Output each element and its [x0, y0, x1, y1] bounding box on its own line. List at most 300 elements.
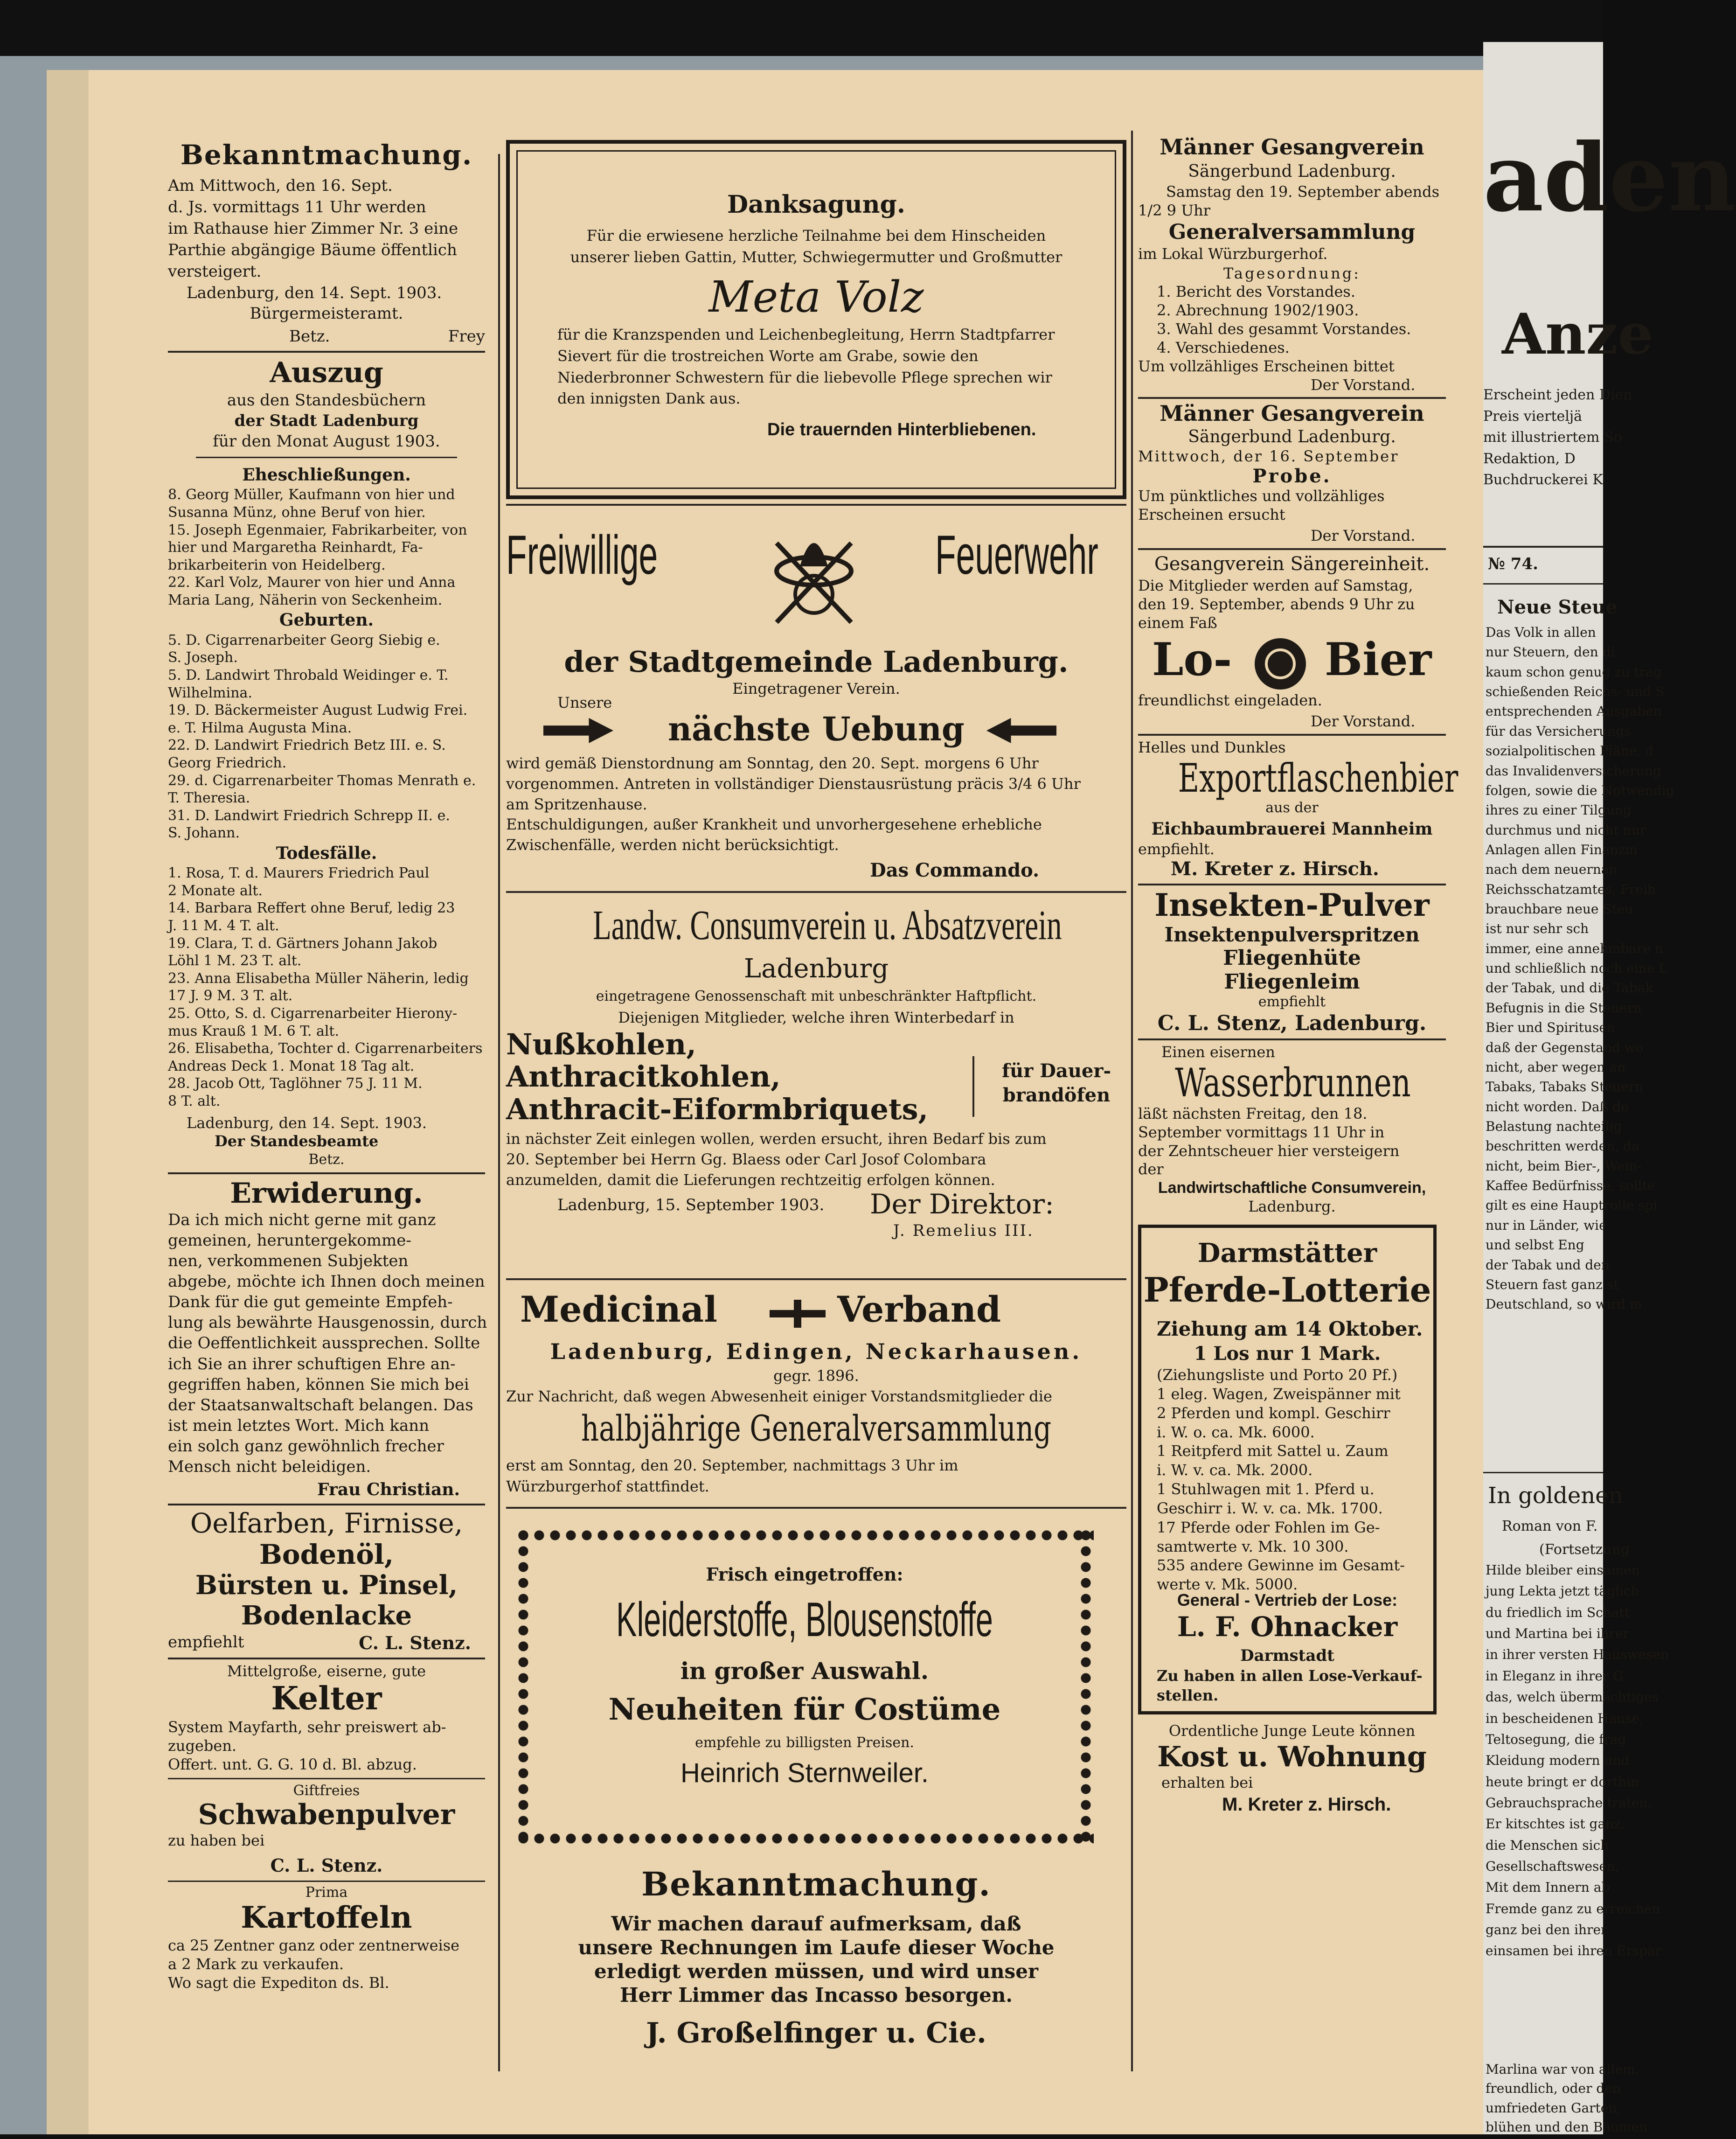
article-line: nur in Länder, wie	[1486, 1217, 1607, 1233]
divider	[1138, 734, 1446, 736]
lotterie-general: General - Vertrieb der Lose:	[1177, 1590, 1398, 1610]
novel-line: Mit dem Innern ab	[1486, 1880, 1610, 1895]
article-line: entsprechenden Ausgaben	[1486, 704, 1662, 719]
article-line: brauchbare neue Steu	[1486, 901, 1633, 917]
novel-line: Er kitschtes ist ganz,	[1486, 1816, 1625, 1832]
novel-line: umfriedeten Garten,	[1486, 2100, 1621, 2116]
divider	[1483, 1472, 1603, 1473]
fire-helmet-emblem-icon	[767, 515, 861, 636]
kleiderstoffe-ad	[506, 1507, 1126, 1866]
birth-entry: 31. D. Landwirt Friedrich Schrepp II. e.	[168, 807, 450, 824]
insekten-line: Fliegenhüte	[1223, 946, 1361, 970]
deaths-title: Todesfälle.	[276, 843, 377, 863]
auszug-sub: aus den Standesbüchern	[227, 390, 426, 410]
consumverein-body: in nächster Zeit einlegen wollen, werden ersucht, ihren Bedarf bis zum 20. September bei Herrn Gg. Blaess oder Carl Josof Colombara anzumelden, damit die Lieferungen rechtzeitig erfolgen können.	[506, 1130, 1047, 1189]
erwiderung-line: Dank für die gut gemeinte Empfeh-	[168, 1293, 453, 1312]
lotterie-line: stellen.	[1157, 1686, 1219, 1705]
births-title: Geburten.	[279, 610, 374, 630]
mg1-line: Um vollzähliges Erscheinen bittet	[1138, 357, 1395, 375]
novel-author-fragment: Roman von F.	[1502, 1518, 1598, 1534]
mg1-agenda-title: Tagesordnung:	[1223, 264, 1361, 282]
danksagung-line: unserer lieben Gattin, Mutter, Schwiegermutter und Großmutter	[570, 248, 1062, 266]
mg2-title: Männer Gesangverein	[1160, 401, 1424, 426]
wasser-line: läßt nächsten Freitag, den 18.	[1138, 1104, 1368, 1122]
article-line: Befugnis in die Steuern	[1486, 1000, 1642, 1016]
lotterie-prize-line: 1 eleg. Wagen, Zweispänner mit	[1157, 1385, 1401, 1403]
kost-line: erhalten bei	[1161, 1774, 1253, 1792]
auszug-sub: der Stadt Ladenburg	[234, 411, 419, 430]
birth-entry: S. Joseph.	[168, 649, 238, 666]
consumverein-ad	[506, 891, 1126, 1278]
insekten-line: Insektenpulverspritzen	[1164, 923, 1420, 946]
masthead-sub-fragment: Anze	[1502, 301, 1653, 367]
article-line: nach dem neuernan	[1486, 862, 1618, 878]
article-line: sozialpolitischen Pläne, d	[1486, 743, 1653, 759]
births-list	[168, 633, 485, 841]
article-line: nicht, aber wegen an	[1486, 1059, 1625, 1075]
article-line: Kaffee Bedürfnisse, sollte	[1486, 1178, 1655, 1194]
article-line: und selbst Eng	[1486, 1237, 1584, 1253]
mg2-line: Erscheinen ersucht	[1138, 505, 1285, 523]
erwiderung-line: Da ich mich nicht gerne mit ganz	[168, 1210, 436, 1229]
erwiderung-line: ist mein letztes Wort. Mich kann	[168, 1416, 430, 1435]
novel-cont-fragment: (Fortsetzung	[1539, 1541, 1630, 1558]
erwiderung-line: der Staatsanwaltschaft belangen. Das	[168, 1395, 473, 1414]
feuerwehr-reg: Eingetragener Verein.	[732, 680, 900, 697]
mg2-probe: Probe.	[1252, 465, 1332, 488]
erwiderung-line: nen, verkommenen Subjekten	[168, 1252, 409, 1271]
mg2-line: Mittwoch, der 16. September	[1138, 447, 1399, 466]
lotterie-ad	[1138, 1225, 1446, 1719]
article-line: beschritten werden, da	[1486, 1138, 1639, 1154]
kelter-line: Offert. unt. G. G. 10 d. Bl. abzug.	[168, 1755, 417, 1773]
article-line: gilt es eine Hauptrolle spi	[1486, 1198, 1658, 1213]
kartoffeln-title: Kartoffeln	[241, 1900, 412, 1936]
consumverein-signature: J. Remelius III.	[893, 1221, 1034, 1240]
lotterie-prize-line: (Ziehungsliste und Porto 20 Pf.)	[1157, 1366, 1398, 1384]
novel-line: freundlich, oder den	[1486, 2081, 1621, 2097]
divider	[168, 1778, 485, 1779]
divider	[1483, 546, 1603, 548]
kleiderstoffe-sub: in großer Auswahl.	[680, 1657, 929, 1685]
oel-line: Oelfarben, Firnisse,	[190, 1507, 463, 1540]
export-emp: empfiehlt.	[1138, 840, 1215, 858]
medicinal-right: Verband	[837, 1289, 1001, 1330]
gs-line: einem Faß	[1138, 613, 1217, 632]
birth-entry: S. Johann.	[168, 825, 240, 842]
medicinal-ad	[506, 1278, 1126, 1507]
gs-line: den 19. September, abends 9 Uhr zu	[1138, 595, 1415, 613]
novel-tail-fragment	[1486, 2062, 1648, 2139]
article-line: ist nur sehr sch	[1486, 921, 1589, 937]
article-line: Anlagen allen Finanzm	[1486, 842, 1638, 857]
novel-body-fragment	[1486, 1562, 1669, 1965]
marriage-entry: 15. Joseph Egenmaier, Fabrikarbeiter, von	[168, 522, 467, 538]
medicinal-gv: halbjährige Generalversammlung	[581, 1407, 1052, 1449]
kost-title: Kost u. Wohnung	[1157, 1740, 1427, 1773]
kelter-line: zugeben.	[168, 1737, 237, 1755]
kost-pre: Ordentliche Junge Leute können	[1168, 1722, 1416, 1740]
novel-line: blühen und den Bäumen	[1486, 2119, 1648, 2135]
article-line: Tabaks, Tabaks Steuern	[1486, 1079, 1644, 1095]
dotted-border-bottom	[515, 1831, 1094, 1846]
danksagung-ad	[506, 140, 1126, 504]
feuerwehr-ad	[506, 504, 1126, 891]
death-entry: 19. Clara, T. d. Gärtners Johann Jakob	[168, 935, 437, 952]
article-title-fragment: Neue Steue	[1497, 596, 1618, 618]
export-signature: M. Kreter z. Hirsch.	[1171, 857, 1379, 880]
divider	[168, 1504, 485, 1505]
lotterie-los: 1 Los nur 1 Mark.	[1194, 1343, 1381, 1365]
schwaben-pre: Giftfreies	[293, 1782, 360, 1799]
lotterie-prize-line: 535 andere Gewinne im Gesamt-	[1157, 1556, 1405, 1575]
death-entry: 17 J. 9 M. 3 T. alt.	[168, 988, 293, 1004]
wasser-line: der	[1138, 1160, 1164, 1178]
schwaben-line: zu haben bei	[168, 1832, 265, 1850]
article-line: durchmus und nicht nur	[1486, 822, 1646, 838]
mg2-sub: Sängerbund Ladenburg.	[1188, 427, 1396, 446]
dotted-border-top	[515, 1527, 1094, 1543]
lotterie-prize-line: Geschirr i. W. v. ca. Mk. 1700.	[1157, 1499, 1383, 1517]
death-entry: 23. Anna Elisabetha Müller Näherin, ledig	[168, 970, 469, 987]
brace	[972, 1056, 975, 1117]
danksagung-body: für die Kranzspenden und Leichenbegleitung, Herrn Stadtpfarrer Sievert für die trostreichen Worte am Grabe, sowie den Niederbronner Schwestern für die liebevolle Pflege sprechen wir den innigsten Dank aus.	[557, 326, 1055, 408]
column-3	[1138, 134, 1458, 1815]
novel-line: das, welch übermächtiges	[1486, 1689, 1659, 1705]
b1-line: im Rathause hier Zimmer Nr. 3 eine	[168, 219, 458, 238]
erwiderung-line: ein solch ganz gewöhnlich frecher	[168, 1436, 444, 1456]
article-line: ihres zu einer Tilgung	[1486, 802, 1632, 818]
kelter-line: System Mayfarth, sehr preiswert ab-	[168, 1718, 446, 1736]
bekanntmachung-2-title: Bekanntmachung.	[641, 1865, 991, 1903]
novel-line: Fremde ganz zu erreichen	[1486, 1901, 1660, 1916]
marriages-title: Eheschließungen.	[242, 465, 411, 485]
mg1-line: im Lokal Würzburgerhof.	[1138, 244, 1328, 263]
medicinal-left: Medicinal	[520, 1289, 718, 1330]
consumverein-fuer: brandöfen	[1002, 1084, 1111, 1106]
article-line: Reichsschatzamtes, Freih	[1486, 881, 1656, 897]
b1-line: versteigert.	[168, 262, 262, 281]
marriages-list	[168, 487, 485, 608]
birth-entry: Georg Friedrich.	[168, 754, 287, 771]
mg1-agenda-item: 3. Wahl des gesammt Vorstandes.	[1157, 320, 1411, 338]
birth-entry: 22. D. Landwirt Friedrich Betz III. e. S.	[168, 737, 446, 754]
kartoffeln-pre: Prima	[305, 1884, 348, 1901]
lotterie-city: Darmstadt	[1240, 1646, 1334, 1665]
erwiderung-line: ich Sie an ihrer schuftigen Ehre an-	[168, 1354, 456, 1373]
auszug-office: Der Standesbeamte	[215, 1132, 379, 1150]
marriage-entry: Susanna Münz, ohne Beruf von hier.	[168, 504, 426, 521]
erwiderung-line: gegriffen haben, können Sie mich bei	[168, 1375, 469, 1394]
mg1-line: Samstag den 19. September abends	[1166, 182, 1440, 201]
novel-line: Hilde bleiber einsamen	[1486, 1562, 1640, 1578]
birth-entry: 29. d. Cigarrenarbeiter Thomas Menrath e.	[168, 772, 476, 789]
deaths-list	[168, 865, 485, 1109]
column-1	[168, 140, 485, 1992]
kartoffeln-line: Wo sagt die Expediton ds. Bl.	[168, 1973, 389, 1992]
novel-title-fragment: In goldenen	[1488, 1483, 1623, 1509]
death-entry: J. 11 M. 4 T. alt.	[168, 918, 279, 934]
lotterie-prize-line: werte v. Mk. 5000.	[1157, 1575, 1298, 1594]
death-entry: 14. Barbara Reffert ohne Beruf, ledig 23	[168, 900, 455, 917]
novel-line: in Eleganz in ihrer G	[1486, 1668, 1624, 1684]
medicinal-line: erst am Sonntag, den 20. September, nachmittags 3 Uhr im	[506, 1456, 958, 1474]
medicinal-line: Zur Nachricht, daß wegen Abwesenheit einiger Vorstandsmitglieder die	[506, 1387, 1052, 1405]
export-pre: Helles und Dunkles	[1138, 739, 1286, 757]
masthead-info-fragment: Erscheint jeden Dien Preis vierteljä mit illustriertem So Redaktion, D Buchdruckerei K	[1483, 387, 1632, 488]
consumverein-line: Diejenigen Mitglieder, welche ihren Winterbedarf in	[618, 1009, 1014, 1026]
marriage-entry: 22. Karl Volz, Maurer von hier und Anna	[168, 574, 456, 591]
erwiderung-title: Erwiderung.	[230, 1177, 423, 1210]
consumverein-items: Nußkohlen, Anthracitkohlen, Anthracit-Eiformbriquets,	[506, 1027, 929, 1126]
masthead-fragment: aden	[1483, 123, 1736, 233]
consumverein-title: Landw. Consumverein u. Absatzverein	[593, 902, 1062, 948]
novel-line: in ihrer versten Hauswesen	[1486, 1647, 1669, 1663]
death-entry: 8 T. alt.	[168, 1093, 221, 1109]
lotterie-prize-line: 1 Stuhlwagen mit 1. Pferd u.	[1157, 1480, 1375, 1498]
adjacent-page	[1483, 42, 1736, 2135]
divider	[196, 457, 457, 458]
novel-line: und Martina bei ihrer	[1486, 1626, 1630, 1642]
gs-line: freundlichst eingeladen.	[1138, 691, 1322, 709]
page-gutter	[47, 70, 89, 2134]
deceased-name: Meta Volz	[708, 272, 924, 322]
article-line: Belastung nachteilig	[1486, 1118, 1622, 1134]
b1-title: Bekanntmachung.	[180, 139, 473, 171]
death-entry: Andreas Deck 1. Monat 18 Tag alt.	[168, 1058, 415, 1074]
cross-icon	[770, 1300, 826, 1328]
article-line: für das Versicherungs	[1486, 723, 1631, 739]
novel-line: Gesellschaftswesen,	[1486, 1859, 1619, 1874]
mg1-sub: Sängerbund Ladenburg.	[1188, 161, 1396, 181]
novel-line: die Menschen sich	[1486, 1837, 1609, 1853]
article-line: daß der Gegenstand wo	[1486, 1039, 1644, 1055]
gs-line: Die Mitglieder werden auf Samstag,	[1138, 577, 1413, 595]
novel-line: in bescheidenen Hause,	[1486, 1710, 1644, 1726]
marriage-entry: Maria Lang, Näherin von Seckenheim.	[168, 592, 443, 608]
kleiderstoffe-name: Heinrich Sternweiler.	[681, 1758, 929, 1788]
bekanntmachung-2-body: Wir machen darauf aufmerksam, daß unsere Rechnungen im Laufe dieser Woche erledigt werden müssen, und wird unser Herr Limmer das Incasso besorgen.	[578, 1912, 1055, 2007]
mg1-signature: Der Vorstand.	[1311, 376, 1416, 394]
erwiderung-line: die Oeffentlichkeit aussprechen. Sollte	[168, 1334, 480, 1353]
danksagung-signature: Die trauernden Hinterbliebenen.	[767, 420, 1036, 439]
novel-line: Teltosegung, die frag	[1486, 1731, 1626, 1747]
b1-line: Parthie abgängige Bäume öffentlich	[168, 241, 457, 260]
death-entry: 26. Elisabetha, Tochter d. Cigarrenarbeiters	[168, 1040, 483, 1057]
article-line: der Tabak und den	[1486, 1257, 1610, 1273]
wasser-title: Wasserbrunnen	[1175, 1059, 1411, 1106]
divider	[168, 1881, 485, 1882]
birth-entry: Wilhelmina.	[168, 684, 252, 701]
mg2-signature: Der Vorstand.	[1311, 527, 1416, 545]
mg2-line: Um pünktliches und vollzähliges	[1138, 487, 1385, 505]
feuerwehr-unsere: Unsere	[557, 694, 612, 711]
death-entry: 25. Otto, S. d. Cigarrenarbeiter Hierony-	[168, 1005, 458, 1022]
novel-line: Kleidung modern und	[1486, 1753, 1630, 1769]
novel-line: du friedlich im Schatt	[1486, 1604, 1630, 1620]
export-aus: aus der	[1265, 800, 1319, 816]
auszug-date: Ladenburg, den 14. Sept. 1903.	[187, 1114, 427, 1132]
novel-line: einsamen bei ihren Erspar	[1486, 1943, 1662, 1959]
export-brewery: Eichbaumbrauerei Mannheim	[1151, 819, 1433, 839]
divider	[168, 1658, 485, 1659]
lotterie-prize-line: 1 Reitpferd mit Sattel u. Zaum	[1157, 1442, 1389, 1460]
birth-entry: e. T. Hilma Augusta Mina.	[168, 719, 352, 736]
insekten-signature: C. L. Stenz, Ladenburg.	[1157, 1011, 1427, 1035]
birth-entry: 5. D. Landwirt Throbald Weidinger e. T.	[168, 667, 449, 683]
feuerwehr-sub: der Stadtgemeinde Ladenburg.	[564, 645, 1069, 679]
b1-line: Am Mittwoch, den 16. Sept.	[168, 176, 393, 195]
erwiderung-line: gemeinen, heruntergekomme-	[168, 1231, 411, 1250]
divider	[1138, 397, 1446, 399]
feuerwehr-left: Freiwillige	[506, 524, 658, 586]
article-line: immer, eine annehmbare n	[1486, 941, 1664, 956]
export-title: Exportflaschenbier	[1178, 755, 1458, 801]
novel-line: ganz bei den ihrer	[1486, 1922, 1607, 1938]
schwaben-title: Schwabenpulver	[198, 1798, 455, 1832]
wasser-pre: Einen eisernen	[1161, 1043, 1275, 1061]
insekten-emp: empfiehlt	[1258, 994, 1326, 1010]
lotterie-prize-line: i. W. o. ca. Mk. 6000.	[1157, 1423, 1315, 1441]
b1-line: d. Js. vormittags 11 Uhr werden	[168, 198, 426, 217]
kartoffeln-line: a 2 Mark zu verkaufen.	[168, 1955, 344, 1973]
article-line: nicht, beim Bier-, Wein-	[1486, 1158, 1642, 1174]
erwiderung-body	[168, 1211, 485, 1476]
article-body-fragment	[1486, 625, 1674, 1317]
erwiderung-signature: Frau Christian.	[317, 1479, 460, 1499]
divider	[1138, 548, 1446, 550]
issue-number: № 74.	[1488, 555, 1538, 573]
article-line: kaum schon genug zu trag	[1486, 664, 1662, 680]
article-line: der Tabak, und die Tabak	[1486, 980, 1653, 996]
lotterie-title: Pferde-Lotterie	[1143, 1270, 1431, 1310]
kelter-title: Kelter	[271, 1680, 382, 1718]
wasser-city: Ladenburg.	[1248, 1198, 1336, 1216]
auszug-sub: für den Monat August 1903.	[213, 432, 440, 451]
feuerwehr-signature: Das Commando.	[870, 859, 1040, 881]
column-rule	[498, 154, 500, 2071]
lotterie-prize-line: samtwerte v. Mk. 10 300.	[1157, 1537, 1349, 1555]
medicinal-founded: gegr. 1896.	[773, 1367, 859, 1385]
column-rule	[1131, 131, 1133, 2071]
lotterie-prize-line: 2 Pferden und kompl. Geschirr	[1157, 1404, 1390, 1422]
marriage-entry: 8. Georg Müller, Kaufmann von hier und	[168, 487, 455, 503]
medicinal-towns: Ladenburg, Edingen, Neckarhausen.	[550, 1339, 1083, 1364]
erwiderung-line: abgebe, möchte ich Ihnen doch meinen	[168, 1272, 485, 1291]
erwiderung-line: lung als bewährte Hausgenossin, durch	[168, 1313, 487, 1332]
birth-entry: T. Theresia.	[168, 790, 250, 807]
birth-entry: 19. D. Bäckermeister August Ludwig Frei.	[168, 702, 468, 719]
marriage-entry: hier und Margaretha Reinhardt, Fa-	[168, 539, 423, 556]
divider	[1138, 1038, 1446, 1040]
erwiderung-line: Mensch nicht beleidigen.	[168, 1457, 371, 1476]
danksagung-title: Danksagung.	[727, 190, 906, 219]
consumverein-sub: eingetragene Genossenschaft mit unbeschränkter Haftpflicht.	[596, 988, 1037, 1004]
feuerwehr-right: Feuerwehr	[935, 524, 1098, 586]
divider	[168, 1172, 485, 1174]
mg1-title: Männer Gesangverein	[1160, 134, 1424, 160]
novel-line: Marlina war von allem,	[1486, 2062, 1639, 2077]
wasser-line: der Zehntscheuer hier versteigern	[1138, 1142, 1400, 1160]
death-entry: mus Krauß 1 M. 6 T. alt.	[168, 1023, 340, 1039]
novel-line: jung Lekta jetzt täglich	[1486, 1583, 1639, 1599]
gs-signature: Der Vorstand.	[1311, 712, 1416, 731]
marriage-entry: brikarbeiterin von Heidelberg.	[168, 557, 386, 573]
kleiderstoffe-emp: empfehle zu billigsten Preisen.	[695, 1735, 914, 1751]
medicinal-line: Würzburgerhof stattfindet.	[506, 1477, 709, 1495]
column-2	[506, 140, 1126, 2053]
kartoffeln-line: ca 25 Zentner ganz oder zentnerweise	[168, 1937, 460, 1955]
article-line: Das Volk in allen	[1486, 625, 1596, 640]
article-line: und schließlich noch eine L	[1486, 961, 1667, 976]
consumverein-fuer: für Dauer-	[1001, 1060, 1111, 1082]
danksagung-line: Für die erwiesene herzliche Teilnahme bei dem Hinscheiden	[586, 227, 1046, 244]
novel-line: Gebrauchsprache traten.	[1486, 1795, 1652, 1811]
mg1-agenda-item: 1. Bericht des Vorstandes.	[1157, 283, 1355, 301]
gs-lo-bier: Lo- Bier	[1138, 634, 1446, 690]
b1-date: Ladenburg, den 14. Sept. 1903.	[187, 284, 442, 303]
oel-line: Bodenöl,	[259, 1539, 394, 1571]
mg1-gv: Generalversammlung	[1168, 220, 1416, 244]
wasser-org: Landwirtschaftliche Consumverein,	[1158, 1179, 1426, 1197]
kleiderstoffe-pre: Frisch eingetroffen:	[706, 1564, 903, 1585]
article-line: Bier und Spiritusen	[1486, 1020, 1615, 1036]
barrel-icon	[1255, 638, 1306, 690]
oel-signature: empfiehlt C. L. Stenz.	[168, 1632, 471, 1653]
insekten-line: Fliegenleim	[1224, 969, 1360, 994]
lotterie-name: L. F. Ohnacker	[1177, 1611, 1398, 1643]
lotterie-title: Darmstätter	[1197, 1238, 1377, 1269]
article-line: folgen, sowie die Notwendig	[1486, 782, 1674, 798]
feuerwehr-body: wird gemäß Dienstordnung am Sonntag, den 20. Sept. morgens 6 Uhr vorgenommen. Antreten in vollständiger Dienstausrüstung präcis 3/4 6 Uhr am Spritzenhause. Entschuldigungen, außer Krankheit und unvorhergesehene erhebliche Zwischenfälle, werden nicht berücksichtigt.	[506, 754, 1081, 854]
lotterie-ziehung: Ziehung am 14 Oktober.	[1157, 1317, 1423, 1341]
kleiderstoffe-title: Kleiderstoffe, Blousenstoffe	[616, 1593, 993, 1647]
oel-line: Bürsten u. Pinsel,	[195, 1570, 458, 1601]
kelter-pre: Mittelgroße, eiserne, gute	[227, 1662, 426, 1680]
b1-signatures: Betz. Frey	[289, 327, 485, 346]
divider	[1483, 583, 1603, 585]
article-line: nicht worden. Daß de	[1486, 1099, 1629, 1115]
divider	[168, 351, 485, 353]
consumverein-director: Der Direktor:	[870, 1188, 1054, 1220]
lotterie-line: Zu haben in allen Lose-Verkauf-	[1157, 1667, 1423, 1685]
gs-title: Gesangverein Sängereinheit.	[1154, 553, 1430, 575]
b1-office: Bürgermeisteramt.	[250, 304, 403, 323]
mg1-agenda-item: 2. Abrechnung 1902/1903.	[1157, 301, 1359, 320]
kost-signature: M. Kreter z. Hirsch.	[1222, 1794, 1391, 1815]
article-line: nur Steuern, den di	[1486, 644, 1615, 660]
schwaben-signature: C. L. Stenz.	[270, 1855, 383, 1876]
auszug-signature: Betz.	[308, 1151, 345, 1168]
bekanntmachung-2-signature: J. Großelfinger u. Cie.	[646, 2017, 986, 2049]
mg1-agenda-item: 4. Verschiedenes.	[1157, 338, 1290, 356]
divider	[1138, 884, 1446, 885]
consumverein-city: Ladenburg	[743, 954, 889, 984]
novel-line: heute bringt er dorthin	[1486, 1774, 1639, 1790]
death-entry: 2 Monate alt.	[168, 882, 263, 899]
death-entry: Löhl 1 M. 23 T. alt.	[168, 953, 302, 969]
article-line: schießenden Reichs- und S	[1486, 684, 1665, 700]
oel-line: Bodenlacke	[241, 1600, 412, 1631]
mg1-line: 1/2 9 Uhr	[1138, 201, 1211, 219]
article-line: das Invalidenversicherung	[1486, 763, 1661, 779]
auszug-title: Auszug	[270, 356, 383, 389]
lotterie-prize-line: 17 Pferde oder Fohlen im Ge-	[1157, 1518, 1380, 1536]
kleiderstoffe-neu: Neuheiten für Costüme	[608, 1692, 1001, 1727]
birth-entry: 5. D. Cigarrenarbeiter Georg Siebig e.	[168, 632, 440, 648]
wasser-line: September vormittags 11 Uhr in	[1138, 1123, 1385, 1141]
article-line: Deutschland, so wird m	[1486, 1296, 1642, 1312]
